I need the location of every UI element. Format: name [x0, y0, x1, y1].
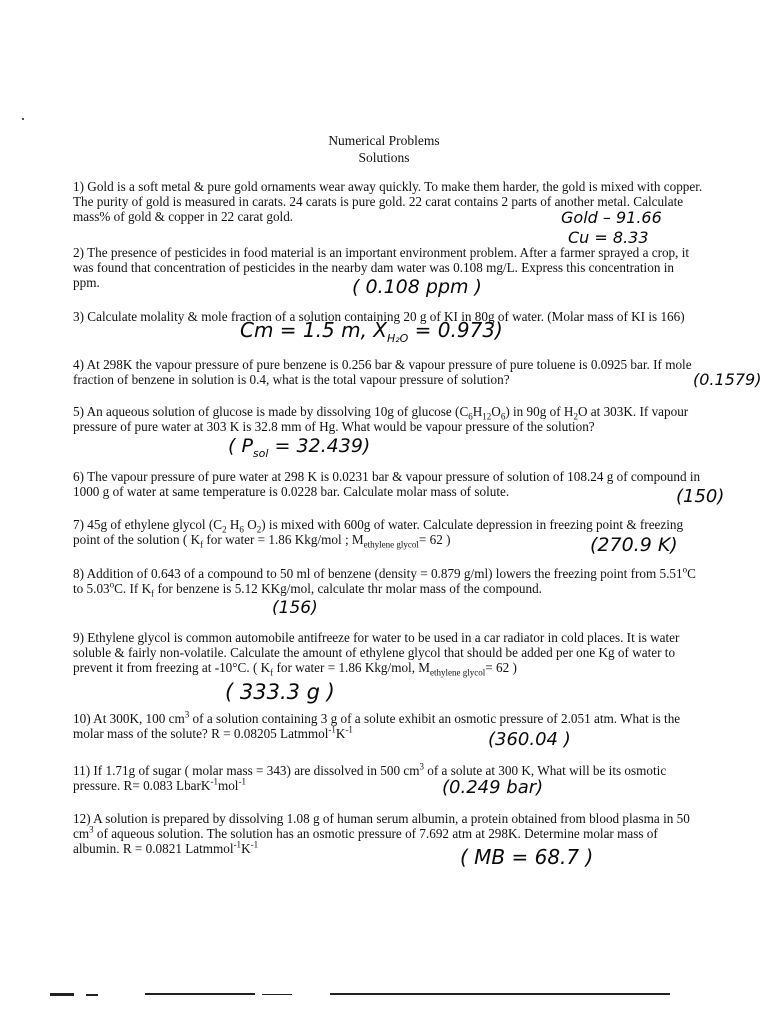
answer-2: ( 0.108 ppm ): [352, 276, 482, 298]
answer-8: (156): [272, 598, 318, 618]
question-8: 8) Addition of 0.643 of a compound to 50 ml of benzene (density = 0.879 g/ml) lowers the freezing point from 5.51$^o$C to 5.03$^o$C. If $K_f$ for benzene is 5.12 KKg/mol, calculate thr molar mass of the compound.: [73, 564, 696, 599]
question-1: 1) Gold is a soft metal & pure gold ornaments wear away quickly. To make them harder, the gold is mixed with copper. The purity of gold is measured in carats. 24 carats is pure gold. 22 carat contains 2 parts of another metal. Calculate mass% of gold & copper in 22 carat gold.: [73, 179, 703, 224]
answer-11: (0.249 bar): [442, 777, 544, 798]
answer-6: (150): [676, 486, 725, 507]
answer-4: (0.1579): [693, 370, 762, 389]
answer-3: Cm = 1.5 m, $X_{H_2O} = 0.973$): [240, 318, 503, 345]
answer-1-copper: Cu = 8.33: [568, 228, 649, 247]
page-title: Numerical Problems: [328, 133, 440, 148]
answer-12: ( MB = 68.7 ): [460, 845, 594, 869]
question-3: 3) Calculate molality & mole fraction of a solution containing 20 g of KI in 80g of water. (Molar mass of KI is 166): [73, 309, 685, 324]
scan-artifact: [50, 993, 74, 996]
scan-artifact: [330, 993, 670, 995]
answer-5: ( $P_{sol} = 32.439$): [228, 435, 371, 460]
question-5: 5) An aqueous solution of glucose is made by dissolving 10g of glucose $(C_6H_{12}O_6)$ in 90g of $H_2O$ at 303K. If vapour pressure of pure water at 303 K is 32.8 mm of Hg. What would be vapour pressure of the solution?: [73, 404, 689, 434]
page-subtitle: Solutions: [358, 150, 410, 165]
scan-artifact: [262, 994, 292, 995]
question-4: 4) At 298K the vapour pressure of pure benzene is 0.256 bar & vapour pressure of pure toluene is 0.0925 bar. If mole fraction of benzene in solution is 0.4, what is the total vapour pressure of solution?: [73, 357, 692, 387]
question-10: 10) At 300K, 100 $cm^3$ of a solution containing 3 g of a solute exhibit an osmotic pressure of 2.051 atm. What is the molar mass of the solute? R = 0.08205 $Latmmol^{-1}K^{-1}$: [73, 709, 681, 741]
question-11: 11) If 1.71g of sugar ( molar mass = 343) are dissolved in 500 $cm^3$ of a solute at 300 K, What will be its osmotic pressure. R= 0.083 LbarK$^{-1}$mol$^{-1}$: [73, 761, 667, 793]
question-7: 7) 45g of ethylene glycol ($C_2$ $H_6$ $O_2$) is mixed with 600g of water. Calculate depression in freezing point & freezing point of the solution ( $K_f$ for water = 1.86 Kkg/mol ; $M_{ethylene glycol}= 62$ ): [73, 517, 684, 550]
scan-speck: [22, 118, 24, 120]
question-2: 2) The presence of pesticides in food material is an important environment problem. After a farmer sprayed a crop, it was found that concentration of pesticides in the nearby dam water was 0.108 mg/L. Express this concentration in ppm.: [73, 245, 690, 290]
question-6: 6) The vapour pressure of pure water at 298 K is 0.0231 bar & vapour pressure of solution of 108.24 g of compound in 1000 g of water at same temperature is 0.0228 bar. Calculate molar mass of solute.: [73, 469, 701, 499]
answer-9: ( 333.3 g ): [225, 680, 335, 704]
scan-artifact: [145, 993, 255, 995]
scan-artifact: [86, 994, 98, 996]
answer-1-gold: Gold – 91.66: [561, 208, 662, 227]
answer-7: (270.9 K): [590, 534, 678, 556]
answer-10: (360.04 ): [488, 729, 571, 750]
question-12: 12) A solution is prepared by dissolving 1.08 g of human serum albumin, a protein obtained from blood plasma in 50 $cm^3$ of aqueous solution. The solution has an osmotic pressure of 7.692 atm at 298K. Determine molar mass of albumin. R = 0.0821 $Latmmol^{-1}K^{-1}$: [73, 811, 690, 856]
question-9: 9) Ethylene glycol is common automobile antifreeze for water to be used in a car radiator in cold places. It is water soluble & fairly non-volatile. Calculate the amount of ethylene glycol that should be added per one Kg of water to prevent it from freezing at -10°C. ( $K_f$ for water = 1.86 Kkg/mol, $M_{ethylene glycol}= 62$ ): [73, 630, 680, 678]
